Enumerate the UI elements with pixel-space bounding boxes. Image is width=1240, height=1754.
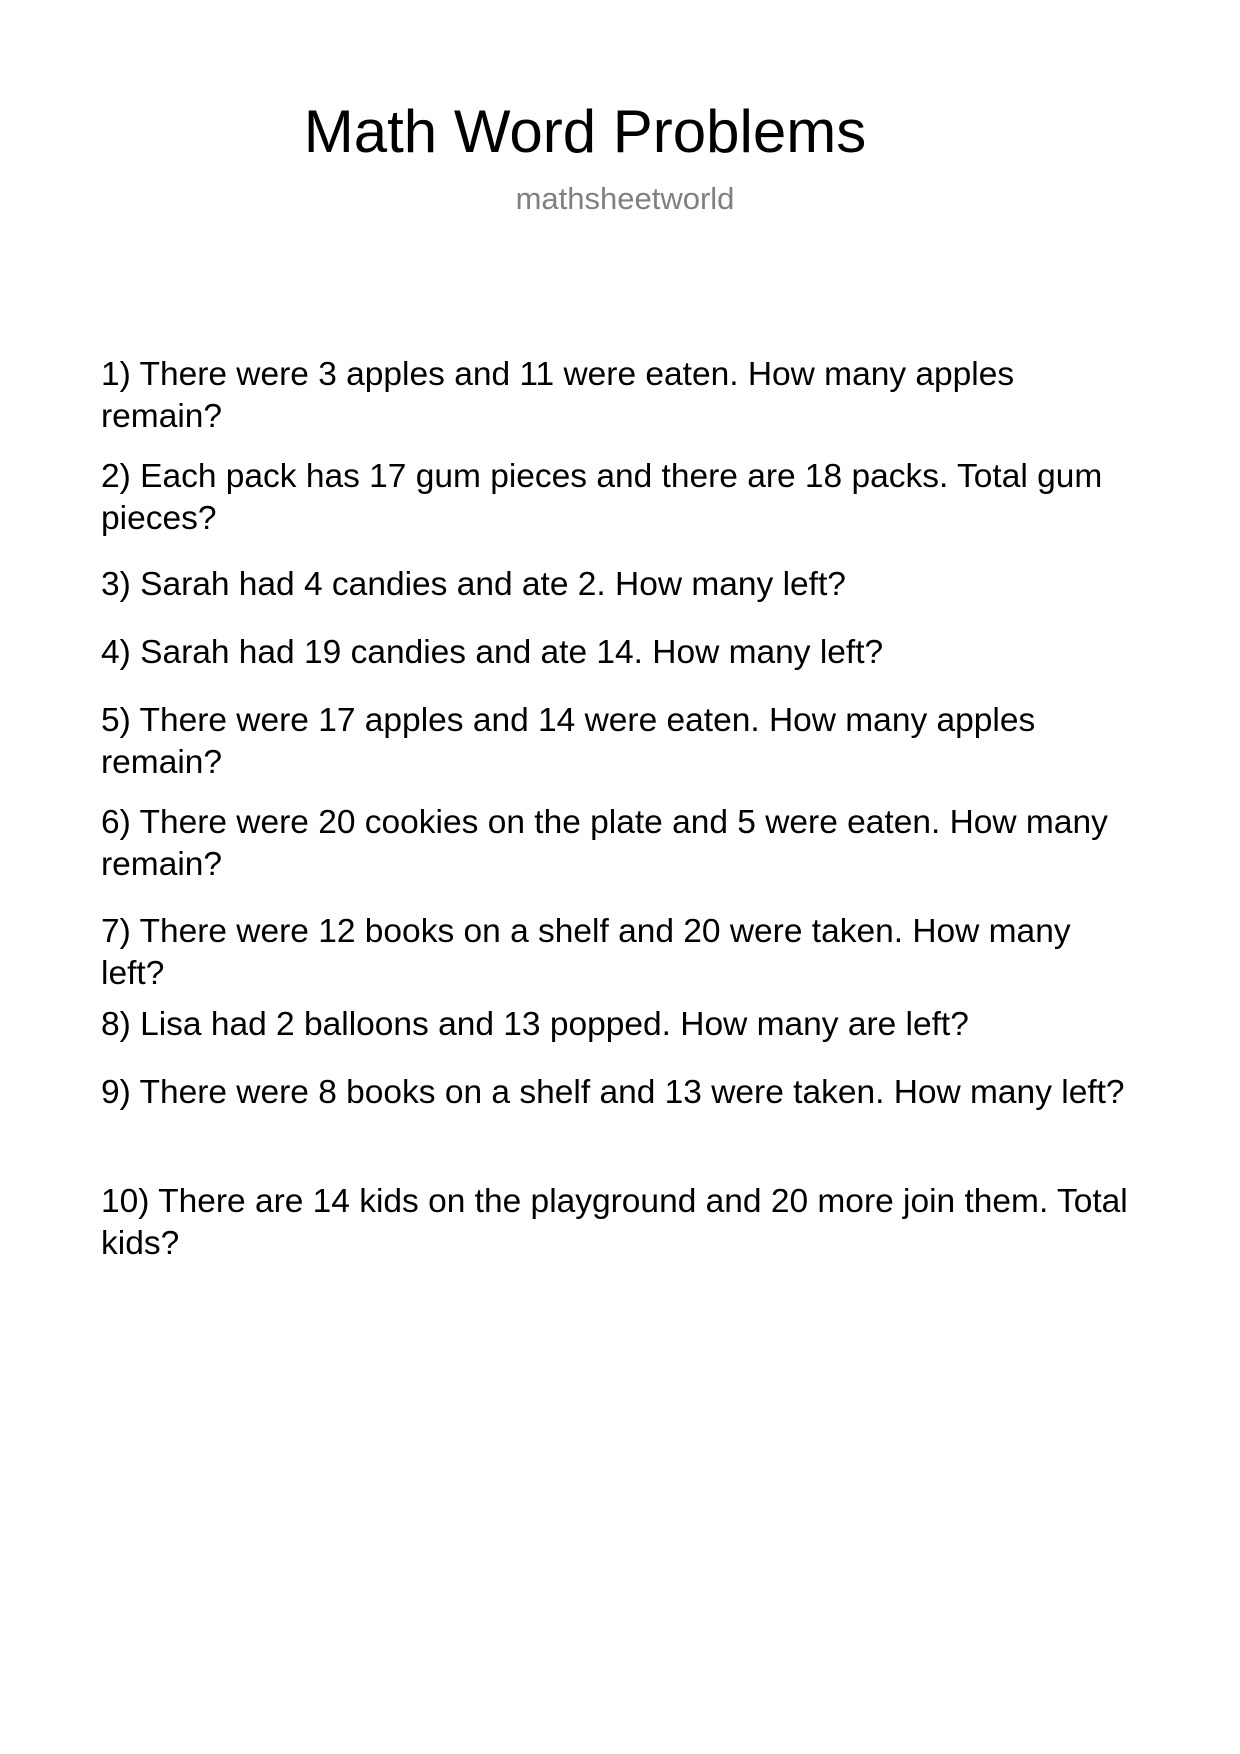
problem-item: 7) There were 12 books on a shelf and 20 were taken. How many left? [101,913,1071,992]
problem-item: 10) There are 14 kids on the playground and 20 more join them. Total kids? [101,1183,1128,1262]
problem-item: 3) Sarah had 4 candies and ate 2. How many left? [101,566,846,603]
problem-item: 1) There were 3 apples and 11 were eaten. How many apples remain? [101,356,1015,435]
site-name-subtitle: mathsheetworld [515,181,735,216]
page-title: Math Word Problems [303,98,867,165]
problem-item: 8) Lisa had 2 balloons and 13 popped. How many are left? [101,1006,969,1043]
problem-item: 4) Sarah had 19 candies and ate 14. How many left? [101,634,884,671]
problem-item: 2) Each pack has 17 gum pieces and there are 18 packs. Total gum pieces? [101,458,1103,537]
problem-item: 9) There were 8 books on a shelf and 13 were taken. How many left? [101,1074,1125,1111]
problem-item: 6) There were 20 cookies on the plate and 5 were eaten. How many remain? [101,804,1108,883]
problem-item: 5) There were 17 apples and 14 were eaten. How many apples remain? [101,702,1036,781]
